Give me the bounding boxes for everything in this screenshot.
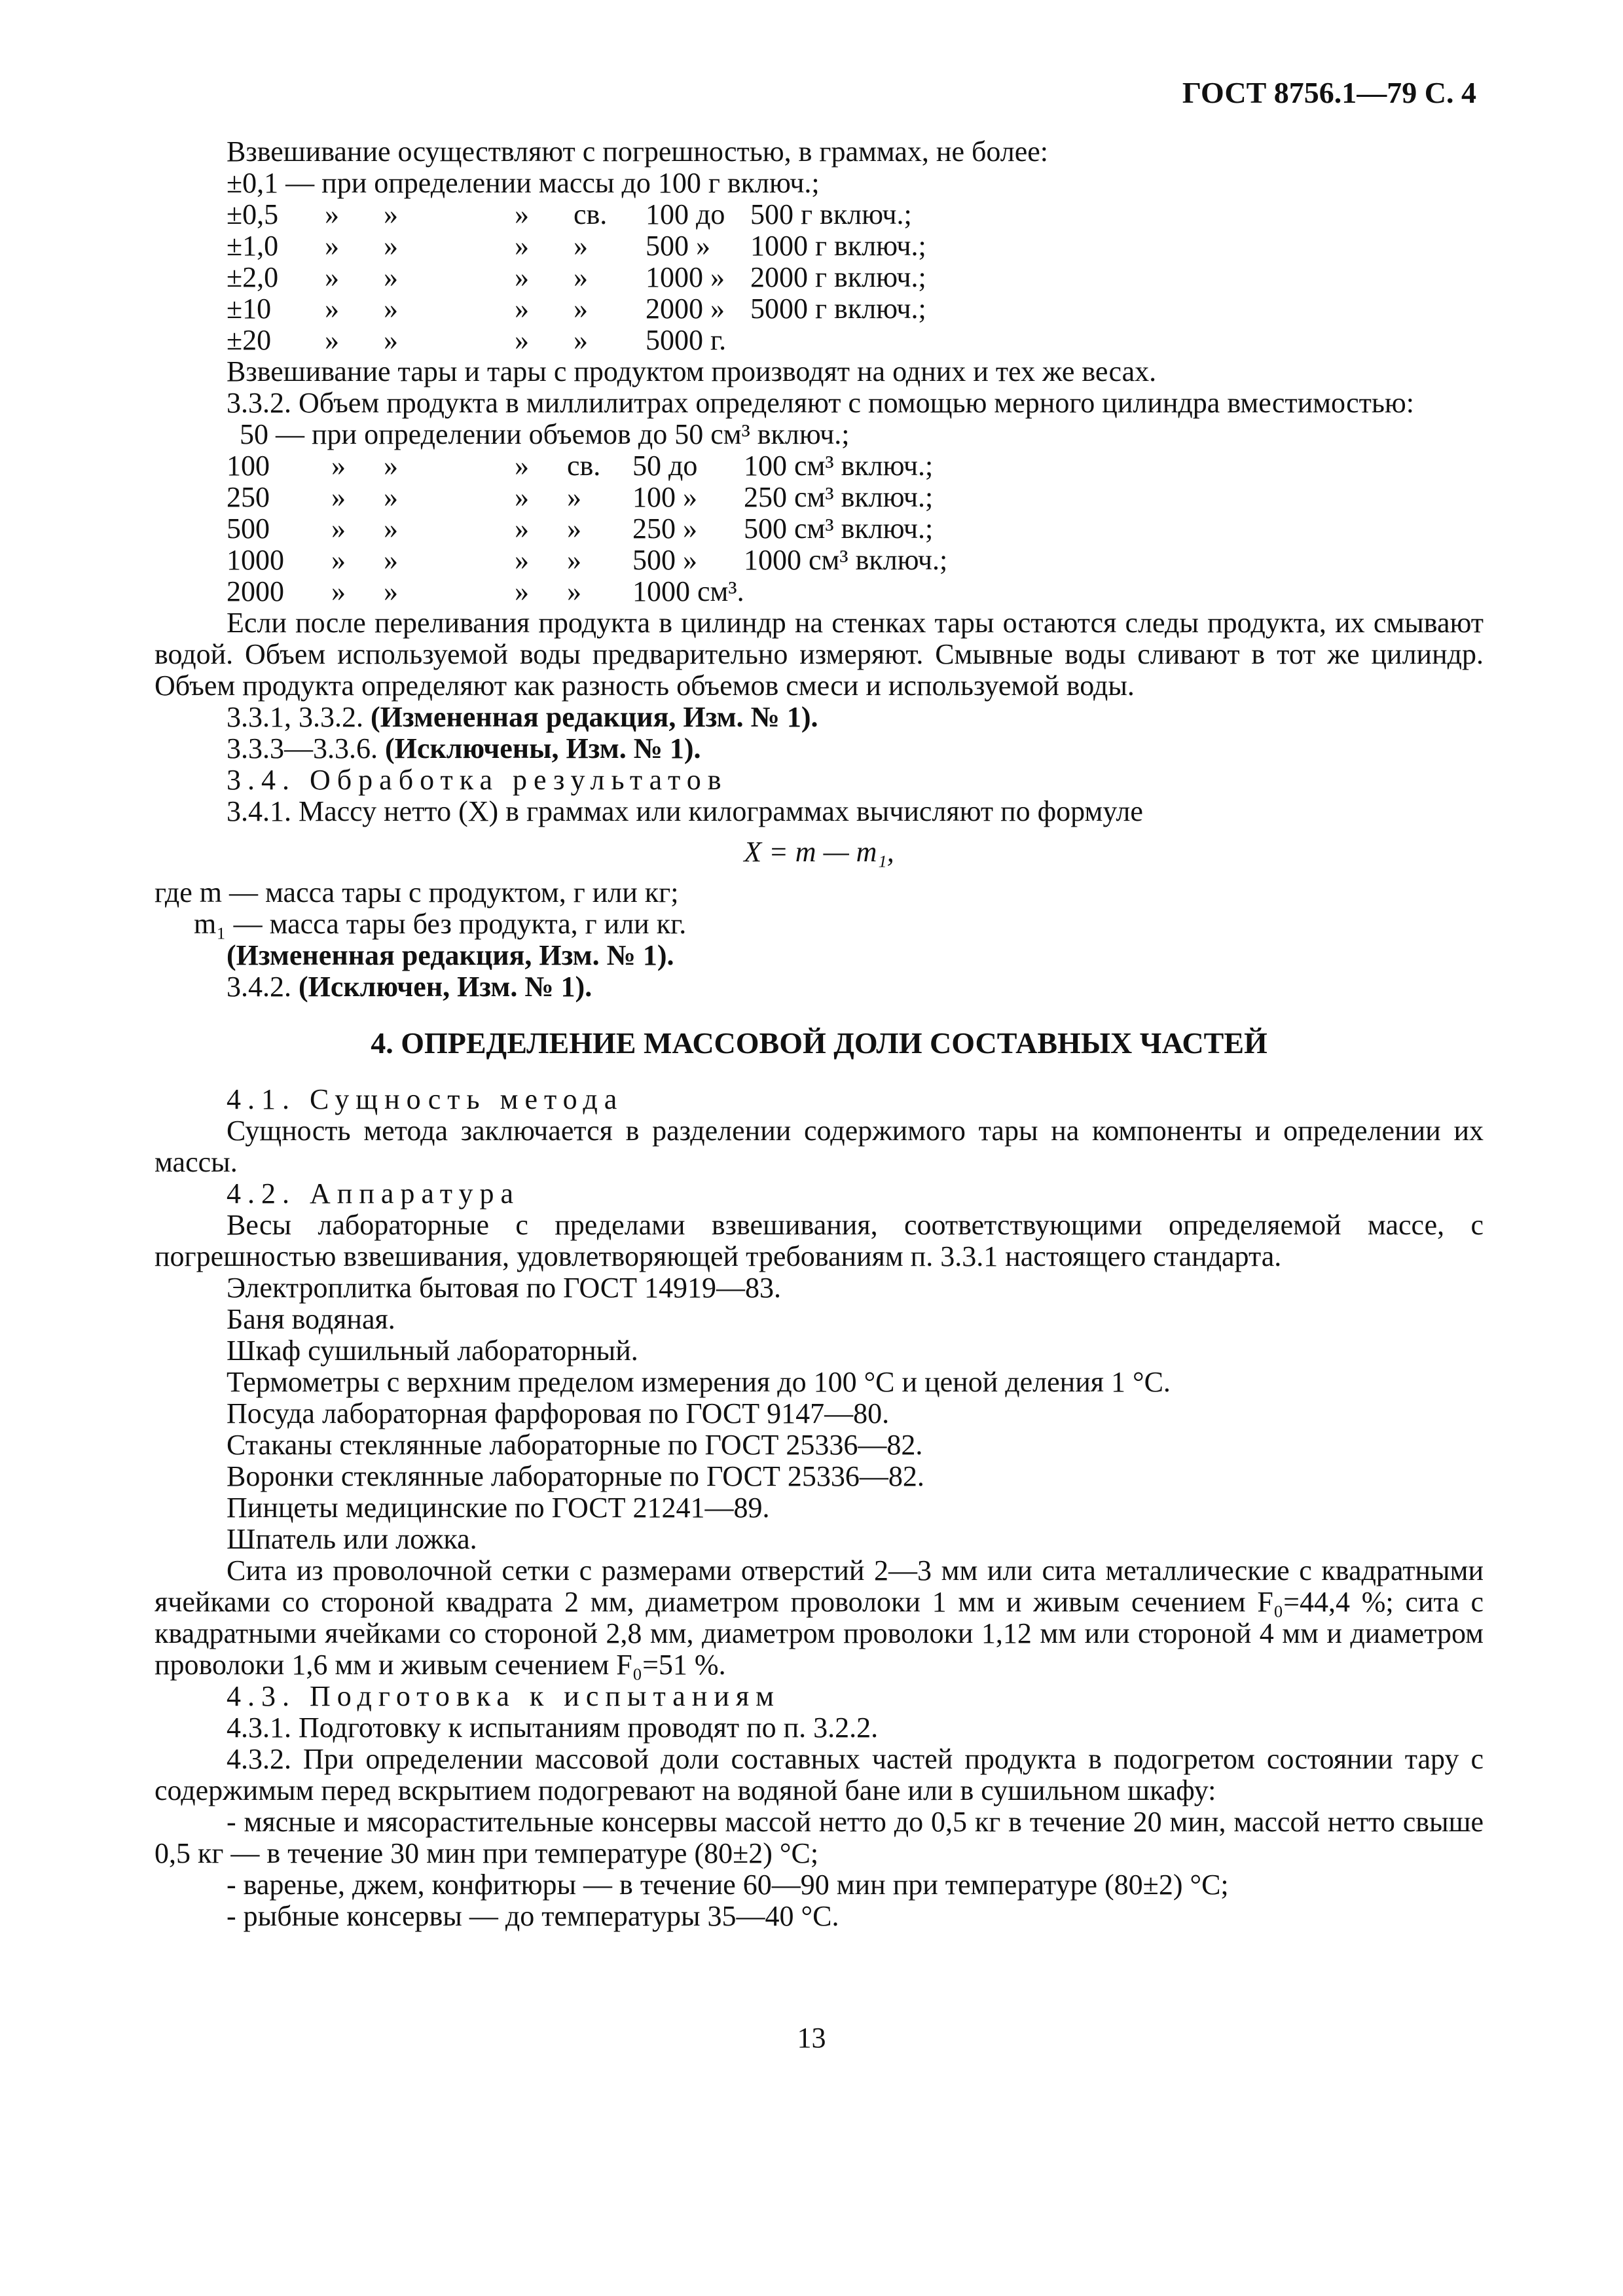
table-cell: 2000 г включ.; bbox=[750, 261, 926, 293]
note-prefix: 3.3.3—3.3.6. bbox=[227, 732, 378, 764]
table-cell: » bbox=[384, 481, 398, 513]
table-cell bbox=[698, 199, 750, 230]
table-cell: 100 » bbox=[632, 481, 697, 513]
table-cell: 250 » bbox=[632, 512, 697, 545]
equipment-item: Баня водяная. bbox=[227, 1303, 395, 1335]
equipment-item: Пинцеты медицинские по ГОСТ 21241—89. bbox=[227, 1492, 770, 1524]
table-cell: » bbox=[384, 575, 398, 607]
table-cell: » bbox=[384, 544, 398, 576]
table-cell: » bbox=[567, 575, 581, 607]
table-cell bbox=[698, 325, 750, 356]
table-cell: 100 bbox=[227, 450, 270, 482]
table-cell: 2000 » bbox=[646, 293, 725, 325]
table-cell: » bbox=[325, 198, 339, 230]
table-cell: » bbox=[515, 512, 529, 545]
table-cell: » bbox=[384, 512, 398, 545]
note-text: (Исключен, Изм. № 1). bbox=[299, 971, 593, 1003]
table-cell bbox=[698, 262, 750, 293]
table-cell: 1000 bbox=[227, 544, 284, 576]
table-cell bbox=[698, 293, 750, 325]
equipment-item: Шкаф сушильный лабораторный. bbox=[227, 1335, 638, 1367]
table-cell: » bbox=[515, 261, 529, 293]
page-number: 13 bbox=[797, 2022, 826, 2054]
table-cell: » bbox=[515, 481, 529, 513]
table-cell: 1000 г включ.; bbox=[750, 230, 926, 262]
section-title-4: 4. ОПРЕДЕЛЕНИЕ МАССОВОЙ ДОЛИ СОСТАВНЫХ ЧАСТЕЙ bbox=[371, 1026, 1267, 1060]
table-cell: 500 г включ.; bbox=[750, 198, 912, 230]
table-cell: 500 » bbox=[632, 544, 697, 576]
weighing-first-row: ±0,1 — при определении массы до 100 г включ.; bbox=[227, 167, 820, 199]
table-cell: » bbox=[331, 481, 346, 513]
table-cell: 2000 bbox=[227, 575, 284, 607]
table-cell: » bbox=[384, 261, 398, 293]
formula-where-m1: m₁ — масса тары без продукта, г или кг. bbox=[194, 908, 687, 940]
volume-first-row: 50 — при определении объемов до 50 см³ включ.; bbox=[240, 418, 850, 450]
paragraph-scales: Весы лабораторные с пределами взвешивания, соответствующими определяемой массе, с погрешностью взвешивания, удовлетворяющей требованиям п. 3.3.1 настоящего стандарта. bbox=[155, 1209, 1484, 1272]
table-cell: ±1,0 bbox=[227, 230, 279, 262]
table-cell: » bbox=[384, 324, 398, 356]
table-cell: » bbox=[567, 544, 581, 576]
table-cell: 250 bbox=[227, 481, 270, 513]
subsection-title-41: 4.1. Сущность метода bbox=[227, 1083, 624, 1115]
table-cell bbox=[698, 230, 750, 262]
paragraph-41: Сущность метода заключается в разделении содержимого тары на компоненты и определении их массы. bbox=[155, 1115, 1484, 1178]
table-cell: » bbox=[515, 450, 529, 482]
table-cell: 500 см³ включ.; bbox=[744, 512, 934, 545]
table-cell: » bbox=[574, 261, 588, 293]
equipment-item: Электроплитка бытовая по ГОСТ 14919—83. bbox=[227, 1272, 782, 1304]
mass-formula: X = m — m₁, bbox=[744, 836, 894, 868]
table-cell: » bbox=[325, 261, 339, 293]
equipment-item: Термометры с верхним пределом измерения до 100 °С и ценой деления 1 °С. bbox=[227, 1366, 1171, 1398]
amendment-note-34: (Измененная редакция, Изм. № 1). bbox=[227, 939, 674, 971]
volume-table bbox=[155, 450, 1484, 607]
amendment-note-333 bbox=[155, 733, 1484, 764]
weighing-table bbox=[155, 199, 1484, 356]
amendment-note-331 bbox=[155, 702, 1484, 733]
bullet-item: - рыбные консервы — до температуры 35—40 °С. bbox=[227, 1900, 839, 1932]
subsection-title-43: 4.3. Подготовка к испытаниям bbox=[227, 1680, 780, 1712]
table-cell: » bbox=[515, 198, 529, 230]
table-cell: » bbox=[331, 544, 346, 576]
table-cell: св. bbox=[574, 198, 608, 230]
table-cell: 500 bbox=[227, 512, 270, 545]
weighing-intro: Взвешивание осуществляют с погрешностью, в граммах, не более: bbox=[227, 135, 1049, 168]
note-text: (Исключены, Изм. № 1). bbox=[385, 732, 701, 764]
table-cell: » bbox=[574, 324, 588, 356]
paragraph-sieves: Сита из проволочной сетки с размерами отверстий 2—3 мм или сита металлические с квадратными ячейками со стороной квадрата 2 мм, диаметром проволоки 1 мм и живым сечением F₀=44,4 %; сита с квадратными ячейками со стороной 2,8 мм, диаметром проволоки 1,12 мм или стороной 4 мм и диаметром проволоки 1,6 мм и живым сечением F₀=51 %. bbox=[155, 1554, 1484, 1681]
table-cell bbox=[691, 482, 744, 513]
volume-intro: 3.3.2. Объем продукта в миллилитрах определяют с помощью мерного цилиндра вместимостью: bbox=[227, 387, 1414, 419]
table-cell: 500 » bbox=[646, 230, 710, 262]
table-cell bbox=[744, 576, 1006, 607]
table-cell: » bbox=[384, 450, 398, 482]
bullet-item: - варенье, джем, конфитюры — в течение 60—90 мин при температуре (80±2) °С; bbox=[227, 1869, 1229, 1901]
table-cell: 100 см³ включ.; bbox=[744, 450, 934, 482]
page-content bbox=[155, 136, 1484, 1932]
subsection-title-42: 4.2. Аппаратура bbox=[227, 1177, 520, 1210]
table-cell: ±0,5 bbox=[227, 198, 279, 230]
table-cell: » bbox=[515, 293, 529, 325]
subsection-title-34: 3.4. Обработка результатов bbox=[227, 764, 728, 796]
volume-paragraph: Если после переливания продукта в цилиндр на стенках тары остаются следы продукта, их смывают водой. Объем используемой воды предварительно измеряют. Смывные воды сливают в тот же цилиндр. Объем продукта определяют как разность объемов смеси и используемой воды. bbox=[155, 607, 1484, 702]
table-cell: 50 до bbox=[632, 450, 698, 482]
table-cell: св. bbox=[567, 450, 601, 482]
table-cell: » bbox=[515, 544, 529, 576]
table-cell: » bbox=[574, 293, 588, 325]
table-cell: 5000 г. bbox=[646, 324, 727, 356]
note-prefix: 3.3.1, 3.3.2. bbox=[227, 701, 363, 733]
table-cell bbox=[691, 450, 744, 482]
equipment-item: Шпатель или ложка. bbox=[227, 1523, 477, 1555]
table-cell: 1000 см³. bbox=[632, 575, 744, 607]
weighing-note: Взвешивание тары и тары с продуктом производят на одних и тех же весах. bbox=[227, 355, 1157, 387]
table-cell: ±10 bbox=[227, 293, 272, 325]
note-prefix: 3.4.2. bbox=[227, 971, 291, 1003]
table-cell bbox=[691, 545, 744, 576]
table-cell: » bbox=[325, 293, 339, 325]
equipment-item: Воронки стеклянные лабораторные по ГОСТ 25336—82. bbox=[227, 1460, 924, 1492]
table-cell: » bbox=[515, 230, 529, 262]
paragraph-341: 3.4.1. Массу нетто (X) в граммах или килограммах вычисляют по формуле bbox=[227, 795, 1143, 827]
table-cell: » bbox=[325, 230, 339, 262]
note-text: (Измененная редакция, Изм. № 1). bbox=[371, 701, 818, 733]
table-cell bbox=[691, 576, 744, 607]
table-cell: ±2,0 bbox=[227, 261, 279, 293]
table-cell: » bbox=[567, 481, 581, 513]
table-cell: » bbox=[384, 293, 398, 325]
table-cell: 250 см³ включ.; bbox=[744, 481, 934, 513]
table-cell: » bbox=[331, 575, 346, 607]
table-cell: » bbox=[515, 575, 529, 607]
table-cell: » bbox=[325, 324, 339, 356]
bullet-item: - мясные и мясорастительные консервы массой нетто до 0,5 кг в течение 20 мин, массой нетто свыше 0,5 кг — в течение 30 мин при температуре (80±2) °С; bbox=[155, 1806, 1484, 1869]
table-cell: » bbox=[567, 512, 581, 545]
table-cell bbox=[750, 325, 934, 356]
table-cell: 1000 » bbox=[646, 261, 725, 293]
formula-where-m: где m — масса тары с продуктом, г или кг; bbox=[155, 876, 679, 908]
table-cell: » bbox=[574, 230, 588, 262]
table-cell bbox=[691, 513, 744, 545]
table-cell: 1000 см³ включ.; bbox=[744, 544, 948, 576]
paragraph-431: 4.3.1. Подготовку к испытаниям проводят по п. 3.2.2. bbox=[227, 1712, 879, 1744]
amendment-note-342 bbox=[155, 971, 1484, 1003]
table-cell: » bbox=[384, 230, 398, 262]
page-header: ГОСТ 8756.1—79 С. 4 bbox=[1182, 76, 1476, 109]
table-cell: 100 до bbox=[646, 198, 725, 230]
table-cell: » bbox=[331, 512, 346, 545]
table-cell: » bbox=[384, 198, 398, 230]
table-cell: ±20 bbox=[227, 324, 272, 356]
equipment-item: Стаканы стеклянные лабораторные по ГОСТ 25336—82. bbox=[227, 1429, 923, 1461]
table-cell: » bbox=[331, 450, 346, 482]
equipment-item: Посуда лабораторная фарфоровая по ГОСТ 9147—80. bbox=[227, 1397, 890, 1429]
paragraph-432: 4.3.2. При определении массовой доли составных частей продукта в подогретом состоянии тару с содержимым перед вскрытием подогревают на водяной бане или в сушильном шкафу: bbox=[155, 1743, 1484, 1806]
table-cell: 5000 г включ.; bbox=[750, 293, 926, 325]
table-cell: » bbox=[515, 324, 529, 356]
